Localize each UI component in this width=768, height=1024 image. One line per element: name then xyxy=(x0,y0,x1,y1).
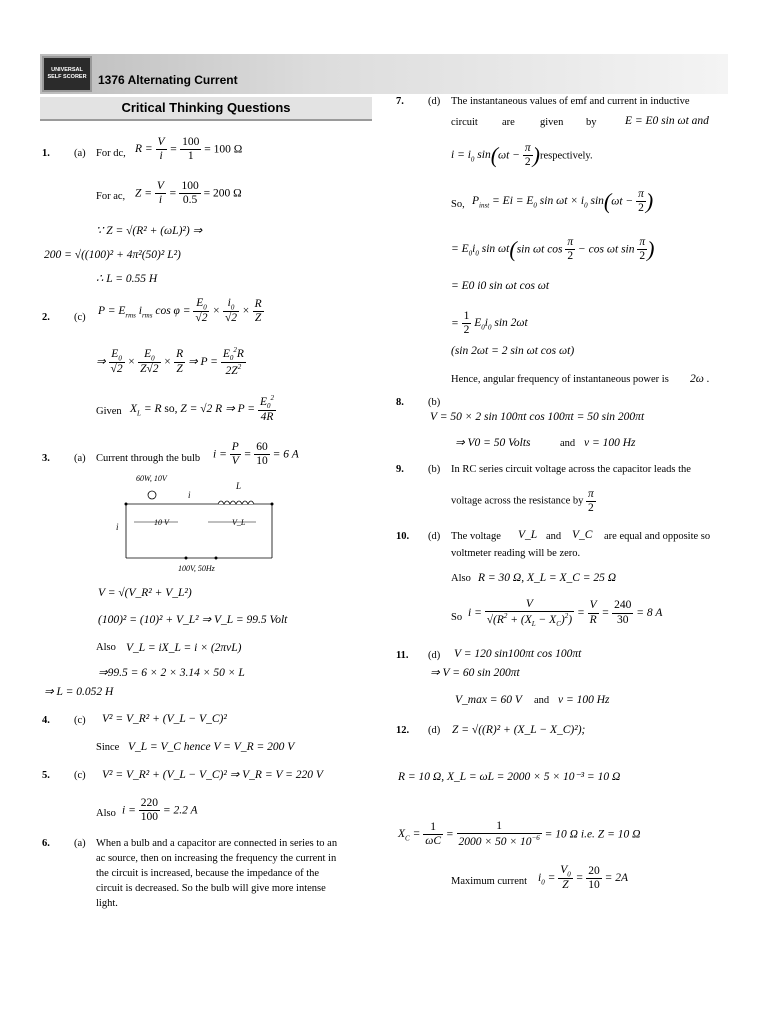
q3-result: ⇒ L = 0.052 H xyxy=(44,686,114,698)
q8-number: 8. xyxy=(396,397,404,408)
q8-and-label: and xyxy=(560,438,576,449)
vbulb-label: 10 V xyxy=(154,518,169,527)
q2-given-expr: $X_L = R$ so, Z = √2 R ⇒ P = $\frac{E_0^2}{4R}$ xyxy=(130,394,274,424)
q1-dc-label: For dc, xyxy=(96,148,126,159)
q3-substitution: ⇒99.5 = 6 × 2 × 3.14 × 50 × L xyxy=(98,667,245,679)
q9-text-line-1: In RC series circuit voltage across the capacitor leads the xyxy=(451,464,691,475)
q7-word-are: are xyxy=(502,117,515,128)
q12-resistance-reactance: R = 10 Ω, X_L = ωL = 2000 × 5 × 10⁻³ = 10 Ω xyxy=(398,771,621,783)
q7-identity: (sin 2ωt = 2 sin ωt cos ωt) xyxy=(451,345,575,357)
q5-option: (c) xyxy=(74,770,86,781)
q9-text-line-2: voltage across the resistance by $\frac{\pi}{2}$ xyxy=(451,488,594,515)
q6-text-line-4: circuit is decreased. So the bulb will give more intense xyxy=(96,883,326,894)
q7-word-given: given xyxy=(540,117,564,128)
vl-label: V_L xyxy=(232,518,246,527)
q3-reactance-eq: V_L = iX_L = i × (2πνL) xyxy=(126,642,242,654)
inductor-coil xyxy=(218,501,254,504)
q1-ac-label: For ac, xyxy=(96,191,126,202)
q4-voltage-eq: V² = V_R² + (V_L − V_C)² xyxy=(102,713,227,725)
q2-given-label: Given xyxy=(96,406,122,417)
q1-substitution: 200 = √((100)² + 4π²(50)² L²) xyxy=(44,249,181,261)
q11-voltage-eq: V = 120 sin100πt cos 100πt xyxy=(454,648,582,660)
q11-simplified: ⇒ V = 60 sin 200πt xyxy=(430,667,520,679)
q6-text-line-5: light. xyxy=(96,898,118,909)
q3-current-expr: i = $\frac{P}{V}$ = $\frac{60}{10}$ = 6 A xyxy=(213,441,299,468)
q2-power-derivation: ⇒ $\frac{E_0}{√2}$ × $\frac{E_0}{Z√2}$ × $\frac{R}{Z}$ ⇒ P = $\frac{E_0^2R}{2Z^2}$ xyxy=(96,346,244,377)
q12-option: (d) xyxy=(428,725,441,736)
q10-text-voltage: The voltage xyxy=(451,531,501,542)
section-title: Critical Thinking Questions xyxy=(40,97,372,121)
source-label: 100V, 50Hz xyxy=(178,564,215,573)
q2-power-eq: $P = E_{rms}$ $i_{rms}$ cos φ = $\frac{E_0}{√2}$ × $\frac{i_0}{√2}$ × $\frac{R}{Z}$ xyxy=(98,297,262,325)
q12-capacitive-reactance: $X_C$ = $\frac{1}{\omega C}$ = $\frac{1}{2000 \times 50 \times 10^{-6}}$ = 10 Ω i.e. Z = 10 Ω xyxy=(398,820,641,849)
q1-option: (a) xyxy=(74,148,86,159)
q4-option: (c) xyxy=(74,715,86,726)
q11-vmax: V_max = 60 V xyxy=(455,694,522,706)
q10-so-label: So xyxy=(451,612,463,623)
q9-number: 9. xyxy=(396,464,404,475)
q12-number: 12. xyxy=(396,725,410,736)
q4-number: 4. xyxy=(42,715,50,726)
q8-peak-voltage: ⇒ V0 = 50 Volts xyxy=(455,437,531,449)
q11-frequency: ν = 100 Hz xyxy=(558,694,610,706)
q10-vl-symbol: V_L xyxy=(518,529,538,541)
q7-power-expansion: = $E_0i_0$ sin ωt(sin ωt cos $\frac{\pi}{2}$ − cos ωt sin $\frac{\pi}{2}$ ) xyxy=(451,236,655,263)
q10-also-label: Also xyxy=(451,573,471,584)
q5-voltage-eq: V² = V_R² + (V_L − V_C)² ⇒ V_R = V = 220 V xyxy=(102,769,323,781)
publisher-logo: UNIVERSAL SELF SCORER xyxy=(42,56,92,92)
q4-since-label: Since xyxy=(96,742,120,753)
q6-option: (a) xyxy=(74,838,86,849)
q3-voltage-eq: V = √(V_R² + V_L²) xyxy=(98,587,192,599)
q1-ac-expr: Z = $\frac{V}{i}$ = $\frac{100}{0.5}$ = 200 Ω xyxy=(135,180,242,207)
q1-impedance-eq: ∵ Z = √(R² + (ωL)²) ⇒ xyxy=(96,225,203,237)
q5-also-label: Also xyxy=(96,808,116,819)
circuit-diagram xyxy=(110,470,280,576)
q5-number: 5. xyxy=(42,770,50,781)
q3-number: 3. xyxy=(42,453,50,464)
q10-text-rest: are equal and opposite so xyxy=(604,531,711,542)
q1-result: ∴ L = 0.55 H xyxy=(96,273,158,285)
q7-double-angle: = $\frac{1}{2}$ $E_0i_0$ sin 2ωt xyxy=(451,310,528,337)
q4-result: V_L = V_C hence V = V_R = 200 V xyxy=(128,741,295,753)
q6-text-line-2: ac source, then on increasing the frequency the current in xyxy=(96,853,337,864)
q6-text-line-3: the circuit is increased, because the impedance of the xyxy=(96,868,320,879)
bulb-icon xyxy=(148,491,156,499)
q10-text-line-2: voltmeter reading will be zero. xyxy=(451,548,581,559)
q7-emf-eq: E = E0 sin ωt and xyxy=(625,115,709,127)
q3-vl-solution: (100)² = (10)² + V_L² ⇒ V_L = 99.5 Volt xyxy=(98,614,288,626)
q11-and-label: and xyxy=(534,695,550,706)
inductor-label: L xyxy=(236,481,242,491)
current-label-left: i xyxy=(116,522,119,532)
q12-max-current-expr: $i_0$ = $\frac{V_0}{Z}$ = $\frac{20}{10}$ = 2A xyxy=(538,864,629,892)
q10-number: 10. xyxy=(396,531,410,542)
q1-number: 1. xyxy=(42,148,50,159)
q11-number: 11. xyxy=(396,650,409,661)
q10-vc-symbol: V_C xyxy=(572,529,593,541)
q10-values: R = 30 Ω, X_L = X_C = 25 Ω xyxy=(478,572,617,584)
q10-and-word: and xyxy=(546,531,562,542)
q7-conclusion: Hence, angular frequency of instantaneous power is xyxy=(451,374,669,385)
bulb-rating: 60W, 10V xyxy=(136,474,167,483)
q8-frequency: ν = 100 Hz xyxy=(584,437,636,449)
q3-also-label: Also xyxy=(96,642,116,653)
q3-bulb-label: Current through the bulb xyxy=(96,453,201,464)
q11-option: (d) xyxy=(428,650,441,661)
chapter-header-title: 1376 Alternating Current xyxy=(98,73,238,87)
q8-option: (b) xyxy=(428,397,441,408)
q7-text-line-1: The instantaneous values of emf and current in inductive xyxy=(451,96,690,107)
q10-option: (d) xyxy=(428,531,441,542)
q12-max-current-label: Maximum current xyxy=(451,876,528,887)
q7-current-eq: $i = i_0$ sin(ωt − $\frac{\pi}{2}$ )respectively. xyxy=(451,142,593,169)
q7-power-eq: $P_{inst} = Ei = E_0$ $\sin \omega t \times i_0$ sin(ωt − $\frac{\pi}{2}$ ) xyxy=(472,188,654,215)
q7-simplified: = E0 i0 sin ωt cos ωt xyxy=(451,280,550,292)
q8-voltage-eq: V = 50 × 2 sin 100πt cos 100πt = 50 sin 200πt xyxy=(430,411,645,423)
q7-option: (d) xyxy=(428,96,441,107)
q7-word-by: by xyxy=(586,117,597,128)
q12-impedance-eq: Z = √((R)² + (X_L − X_C)²); xyxy=(452,724,586,736)
q7-word-circuit: circuit xyxy=(451,117,478,128)
q2-number: 2. xyxy=(42,312,50,323)
q7-angular-frequency: 2ω . xyxy=(690,373,710,385)
q1-dc-expr: R = $\frac{V}{i}$ = $\frac{100}{1}$ = 100 Ω xyxy=(135,136,243,163)
q3-option: (a) xyxy=(74,453,86,464)
q7-so-label: So, xyxy=(451,199,465,210)
q6-number: 6. xyxy=(42,838,50,849)
q9-option: (b) xyxy=(428,464,441,475)
q7-number: 7. xyxy=(396,96,404,107)
q6-text-line-1: When a bulb and a capacitor are connected in series to an xyxy=(96,838,338,849)
q2-option: (c) xyxy=(74,312,86,323)
q10-current-eq: i = $\frac{V}{√(R^2 + (X_L - X_C)^2)}$ = $\frac{V}{R}$ = $\frac{240}{30}$ = 8 A xyxy=(468,598,663,629)
q5-current-expr: i = $\frac{220}{100}$ = 2.2 A xyxy=(122,797,198,824)
current-label-top: i xyxy=(188,490,191,500)
